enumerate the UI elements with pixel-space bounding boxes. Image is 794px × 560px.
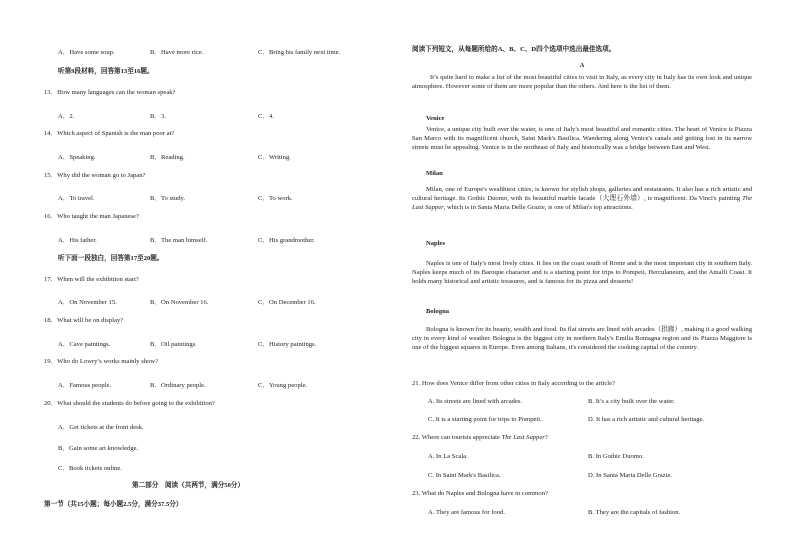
q21-option-b[interactable]: B. It’s a city built over the water. — [588, 398, 675, 405]
q22-option-c[interactable]: C. In Saint Mark's Basilica. — [428, 472, 501, 479]
passage-label: A — [579, 62, 585, 69]
question-13: 13．How many languages can the woman speak? — [44, 89, 176, 96]
venice-heading: Venice — [426, 115, 445, 122]
q18-option-a[interactable]: A．Cave paintings. — [58, 341, 111, 348]
q16-option-b[interactable]: B．The man himself. — [150, 237, 208, 244]
bologna-heading: Bologna — [426, 308, 450, 315]
naples-paragraph: Naples is one of Italy's most lively cities. It lies on the coast south of Rome and is the most important city in southern Italy. Naples keeps much of its Baroque character and is a starting point for trips to Pompeii, Herculaneum, and the Amalfi Coast. It holds many historical and artistic treasures, and is famous for its pizza and desserts! — [412, 260, 752, 286]
q23-option-a[interactable]: A. They are famous for food. — [428, 509, 505, 516]
q19-option-c[interactable]: C．Young people. — [258, 382, 308, 389]
q18-option-b[interactable]: B．Oil paintings. — [150, 341, 197, 348]
q12-option-b[interactable]: B．Have more rice. — [150, 49, 204, 56]
intro-paragraph: It’s quite hard to make a list of the most beautiful cities to visit in Italy, as every city in Italy has its own look and unique atmosphere. However some of them are more popular than the others. And here is the list of them. — [412, 74, 752, 91]
question-23: 23. What do Naples and Bologna have in common? — [412, 490, 548, 497]
question-21: 21. How does Venice differ from other cities in Italy according to the article? — [412, 380, 615, 387]
q12-option-c[interactable]: C．Bring his family next time. — [258, 49, 341, 56]
question-22-end: ? — [544, 434, 548, 441]
q14-option-c[interactable]: C．Writing. — [258, 154, 291, 161]
q17-option-c[interactable]: C．On December 16. — [258, 299, 316, 306]
q17-option-b[interactable]: B．On November 16. — [150, 299, 209, 306]
question-20: 20．What should the students do before going to the exhibition? — [44, 400, 215, 407]
q14-option-a[interactable]: A．Speaking. — [58, 154, 96, 161]
venice-paragraph: Venice, a unique city built over the water, is one of Italy's most beautiful and romantic cities. The heart of Venice is Piazza San Marco with its magnificent church, Saint Mark's Basilica. Wandering along Venice's canals and getting lost in its narrow streets must be appealing. Venice is in the northeast of Italy and historically was a bridge between East and West. — [412, 126, 752, 152]
section-one-heading: 第一节（共15小题；每小题2.5分，满分37.5分） — [44, 501, 183, 508]
q22-option-b[interactable]: B. In Gothic Duomo. — [588, 453, 644, 460]
milan-paragraph — [412, 185, 752, 213]
q22-option-d[interactable]: D. In Santa Maria Delle Grazie. — [588, 472, 673, 479]
question-22 — [412, 434, 548, 443]
q15-option-a[interactable]: A．To travel. — [58, 195, 95, 202]
q16-option-c[interactable]: C．His grandmother. — [258, 237, 315, 244]
q15-option-b[interactable]: B．To study. — [150, 195, 186, 202]
naples-heading: Naples — [426, 240, 446, 247]
q20-option-b[interactable]: B．Gain some art knowledge. — [58, 445, 139, 452]
milan-heading: Milan — [426, 170, 443, 177]
q13-option-a[interactable]: A．2. — [58, 113, 75, 120]
part-two-heading: 第二部分 阅读（共两节，满分50分） — [132, 482, 245, 489]
question-16: 16．Who taught the man Japanese? — [44, 213, 139, 220]
q20-option-a[interactable]: A．Get tickets at the front desk. — [58, 424, 144, 431]
q15-option-c[interactable]: C．To work. — [258, 195, 293, 202]
q22-option-a[interactable]: A. In La Scala. — [428, 453, 468, 460]
section-heading-13-16: 听第9段材料，回答第13至16题。 — [58, 68, 154, 75]
question-18: 18．What will be on display? — [44, 317, 124, 324]
q21-option-d[interactable]: D. It has a rich artistic and cultural heritage. — [588, 416, 705, 423]
milan-text-part-2: , which is in Santa Maria Delle Grazie, is one of Milan's top attractions. — [443, 204, 633, 212]
q21-option-a[interactable]: A. Its streets are lined with arcades. — [428, 398, 523, 405]
section-heading-17-20: 听下面一段独白，回答第17至20题。 — [58, 255, 164, 262]
question-19: 19．Who do Lowry’s works mainly show? — [44, 358, 159, 365]
q13-option-b[interactable]: B．3. — [150, 113, 166, 120]
question-17: 17．When will the exhibition start? — [44, 276, 139, 283]
q14-option-b[interactable]: B．Reading. — [150, 154, 185, 161]
question-22-italic-title: The Last Supper — [501, 434, 545, 441]
q23-option-b[interactable]: B. They are the capitals of fashion. — [588, 509, 681, 516]
q20-option-c[interactable]: C．Book tickets online. — [58, 465, 122, 472]
q17-option-a[interactable]: A．On November 15. — [58, 299, 117, 306]
question-15: 15．Why did the woman go to Japan? — [44, 172, 146, 179]
question-22-text: 22. Where can tourists appreciate — [412, 434, 502, 441]
q21-option-c[interactable]: C. It is a starting point for trips to Pompeii. — [428, 416, 542, 423]
q19-option-a[interactable]: A．Famous people. — [58, 382, 112, 389]
q13-option-c[interactable]: C．4. — [258, 113, 274, 120]
q19-option-b[interactable]: B．Ordinary people. — [150, 382, 206, 389]
q12-option-a[interactable]: A．Have some soup. — [58, 49, 115, 56]
milan-text-part-1: Milan, one of Europe's wealthiest cities, is known for stylish shops, galleries and restaurants. It also has a rich artistic and cultural heritage. Its Gothic Duomo, with its beautiful marble facade（大理石外墙）, is magnificent. Da Vinci's painting — [412, 186, 752, 203]
bologna-paragraph: Bologna is known for its beauty, wealth and food. Its flat streets are lined with arcades（拱廊）, making it a good walking city in every kind of weather. Bologna is the biggest city in northern Italy's Emilia Romagna region and its Piazza Maggiore is one of the biggest squares in Europe. Even among Italians, it's considered the cooking capital of the country. — [412, 326, 752, 352]
q18-option-c[interactable]: C．History paintings. — [258, 341, 317, 348]
milan-last-supper-title: The Last Supper — [412, 195, 752, 212]
q16-option-a[interactable]: A．His father. — [58, 237, 97, 244]
question-14: 14．Which aspect of Spanish is the man poor at? — [44, 130, 175, 137]
reading-instruction: 阅读下列短文，从每题所给的A、B、C、D四个选项中选出最佳选项。 — [412, 46, 616, 53]
